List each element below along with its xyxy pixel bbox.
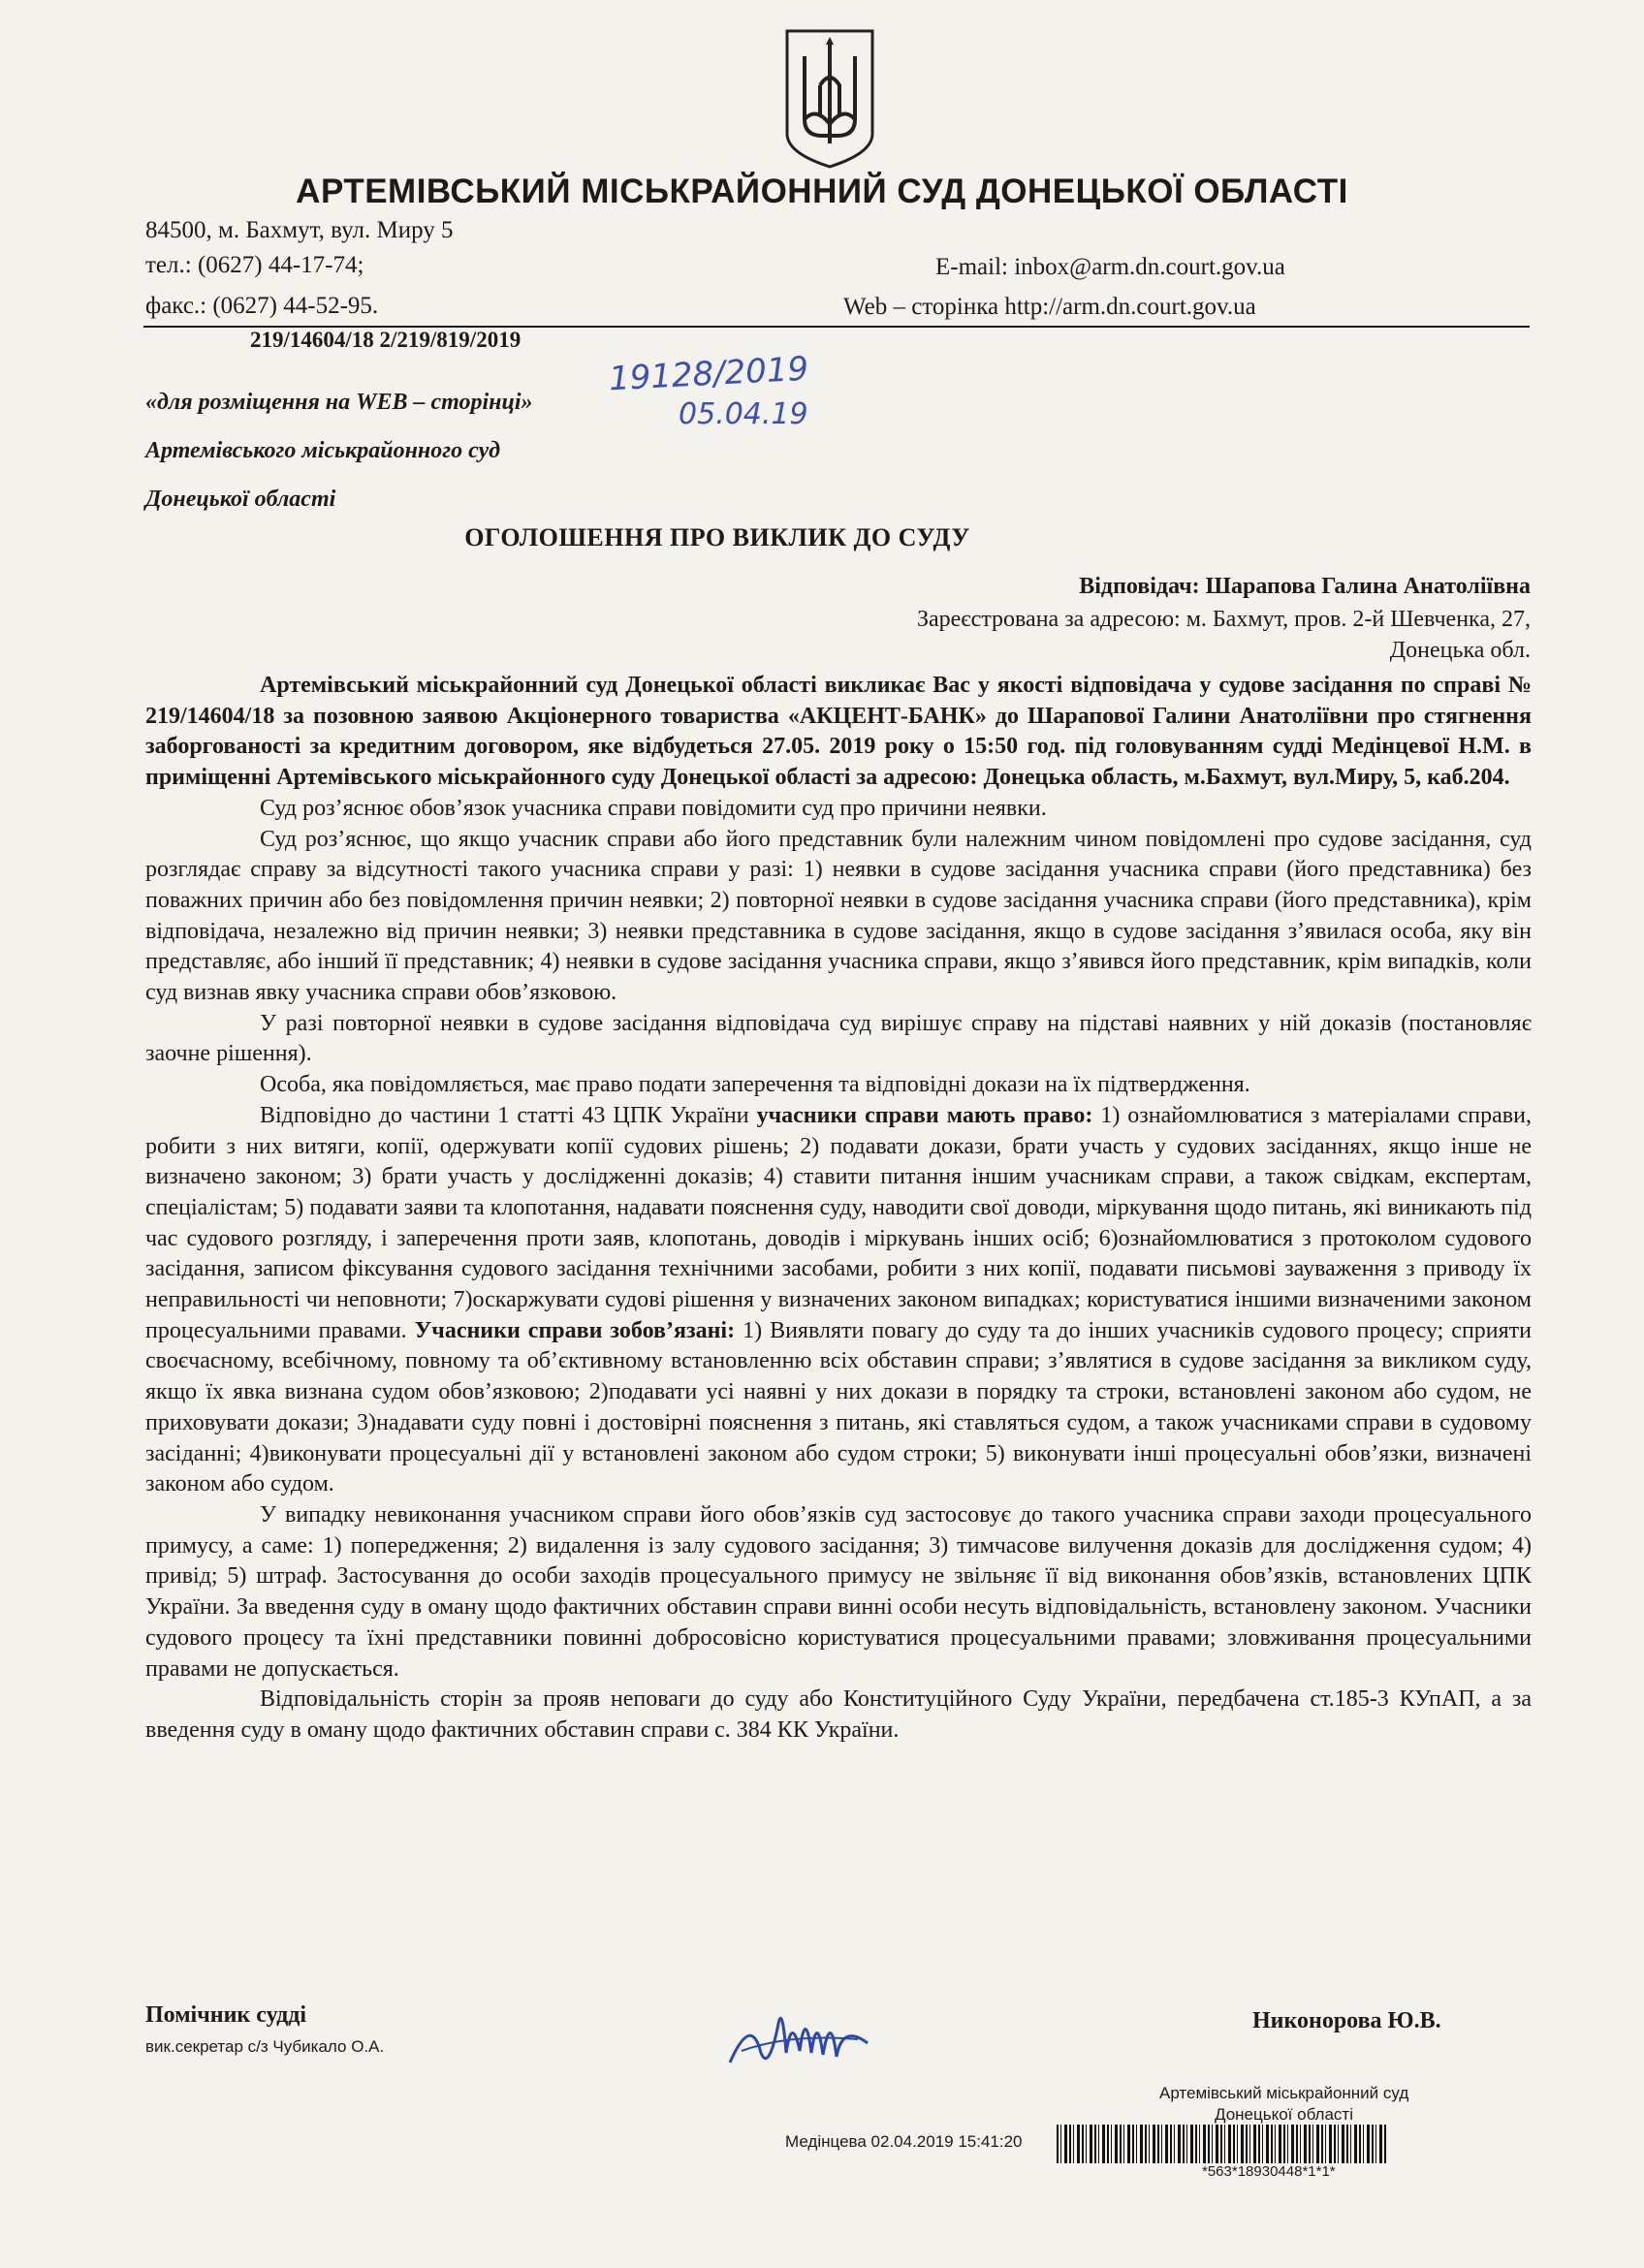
handwritten-date: 05.04.19 <box>679 397 808 431</box>
coat-of-arms-emblem <box>783 27 876 171</box>
document-title: ОГОЛОШЕННЯ ПРО ВИКЛИК ДО СУДУ <box>464 523 970 551</box>
stamp-court-name: Артемівський міськрайонний суд <box>1159 2084 1409 2102</box>
barcode-text: *563*18930448*1*1* <box>1202 2163 1336 2180</box>
defendant-name: Відповідач: Шарапова Галина Анатоліївна <box>1079 574 1531 599</box>
notice-body <box>145 671 1532 1747</box>
stamp-region: Донецької області <box>1215 2105 1353 2124</box>
handwritten-signature <box>722 1995 877 2082</box>
paragraph-rights-duties: Відповідно до частини 1 статті 43 ЦПК України учасники справи мають право: 1) ознайомлюватися з матеріалами справи, робити з них витяги, копії, одержувати копії судових рішень; 2) подавати докази, брати участь у судових засіданнях, якщо інше не визначено законом; 3) брати участь у дослідженні доказів; 4) ставити питання іншим учасникам справи, а також свідкам, експертам, спеціалістам; 5) подавати заяви та клопотання, надавати пояснення суду, наводити свої доводи, міркування щодо питань, які виникають під час судового розгляду, і заперечення проти заяв, клопотань, доводів і міркувань інших осіб; 6)ознайомлюватися з протоколом судового засідання, записом фіксування судового засідання технічними засобами, робити з них копії, подавати письмові зауваження з приводу їх неправильності чи неповноти; 7)оскаржувати судові рішення у визначених законом випадках; користуватися іншими визначеними законом процесуальними правами. Учасники справи зобов’язані: 1) Виявляти повагу до суду та до інших учасників судового процесу; сприяти своєчасному, всебічному, повному та об’єктивному встановленню всіх обставин справи; з’являтися в судове засідання за викликом суду, якщо їх явка визнана судом обов’язковою; 2)подавати усі наявні у них докази в порядку та строки, встановлені законом або судом, не приховувати докази; 3)надавати суду повні і достовірні пояснення з питань, які ставляться судом, а також учасниками справи в судовому засіданні; 4)виконувати процесуальні дії у встановлені законом або судом строки; 5) виконувати інші процесуальні обов’язки, визначені законом або судом. <box>145 1102 1532 1497</box>
signatory-role: Помічник судді <box>145 2002 307 2028</box>
paragraph-repeated-absence: У разі повторної неявки в судове засідання відповідача суд вирішує справу на підставі наявних у ній доказів (постановляє заочне рішення). <box>145 1010 1532 1067</box>
paragraph-absence-duty: Суд роз’яснює обов’язок учасника справи повідомити суд про причини неявки. <box>260 795 1047 821</box>
handwritten-registration-number: 19128/2019 <box>608 349 810 399</box>
barcode <box>1057 2125 1386 2163</box>
signatory-name: Никонорова Ю.В. <box>1252 2008 1441 2033</box>
duties-heading: Учасники справи зобов’язані: <box>414 1317 736 1343</box>
paragraph-objection-right: Особа, яка повідомляється, має право подати заперечення та відповідні докази на їх підтвердження. <box>260 1072 1250 1098</box>
paragraph-absence-consequences: Суд роз’яснює, що якщо учасник справи або його представник були належним чином повідомлені про судове засідання, суд розглядає справу за відсутності такого учасника справи у разі: 1) неявки в судове засідання учасника справи (його представника) без поважних причин або без повідомлення причин неявки; 2) повторної неявки в судове засідання учасника справи (його представника), крім відповідача, незалежно від причин неявки; 3) неявки представника в судове засідання, якщо в судове засідання з’явилася особа, яку він представляє, або інший її представник; 4) неявки в судове засідання учасника справи, якщо з’явився його представник, крім випадків, коли суд визнав явку учасника справи обов’язковою. <box>145 826 1532 1006</box>
court-website: Web – сторінка http://arm.dn.court.gov.ua <box>843 294 1256 320</box>
paragraph-coercion: У випадку невиконання учасником справи його обов’язків суд застосовує до такого учасника справи заходи процесуального примусу, а саме: 1) попередження; 2) видалення із залу судового засідання; 3) тимчасове вилучення доказів для дослідження судом; 4) привід; 5) штраф. Застосування до особи заходів процесуального примусу не звільняє її від виконання обов’язків, встановлених ЦПК України. За введення суду в оману щодо фактичних обставин справи винні особи несуть відповідальність, встановлену законом. Учасники судового процесу та їхні представники повинні добросовісно користуватися процесуальними правами; зловживання процесуальними правами не допускається. <box>145 1501 1532 1682</box>
court-name: АРТЕМІВСЬКИЙ МІСЬКРАЙОННИЙ СУД ДОНЕЦЬКОЇ ОБЛАСТІ <box>296 173 1348 210</box>
court-phone: тел.: (0627) 44-17-74; <box>145 252 364 278</box>
paragraph-liability: Відповідальність сторін за прояв неповаги до суду або Конституційного Суду України, передбачена ст.185-3 КУпАП, а за введення суду в оману щодо фактичних обставин справи с. 384 КК України. <box>145 1686 1532 1743</box>
defendant-address: Зареєстрована за адресою: м. Бахмут, пров. 2-й Шевченка, 27, <box>916 607 1531 632</box>
summons-paragraph: Артемівський міськрайонний суд Донецької області викликає Вас у якості відповідача у судове засідання по справі № 219/14604/18 за позовною заявою Акціонерного товариства «АКЦЕНТ-БАНК» до Шарапової Галини Анатоліївни про стягнення заборгованості за кредитним договором, яке відбудеться 27.05. 2019 року о 15:50 год. під головуванням судді Медінцевої Н.М. в приміщенні Артемівського міськрайонного суду Донецької області за адресою: Донецька область, м.Бахмут, вул.Миру, 5, каб.204. <box>145 673 1532 791</box>
rights-heading: учасники справи мають право: <box>756 1102 1093 1128</box>
recipient-line-2: Артемівського міськрайонного суд <box>145 438 501 463</box>
recipient-line-3: Донецької області <box>145 487 336 512</box>
court-fax: факс.: (0627) 44-52-95. <box>145 293 379 319</box>
case-numbers: 219/14604/18 2/219/819/2019 <box>250 328 522 352</box>
defendant-region: Донецька обл. <box>1389 638 1531 663</box>
court-email: E-mail: inbox@arm.dn.court.gov.ua <box>935 254 1285 280</box>
secretary-line: вик.секретар с/з Чубикало О.А. <box>145 2037 385 2056</box>
recipient-line-1: «для розміщення на WEB – сторінці» <box>145 390 533 415</box>
court-address: 84500, м. Бахмут, вул. Миру 5 <box>145 217 454 243</box>
registration-stamp: Медінцева 02.04.2019 15:41:20 <box>785 2132 1023 2151</box>
